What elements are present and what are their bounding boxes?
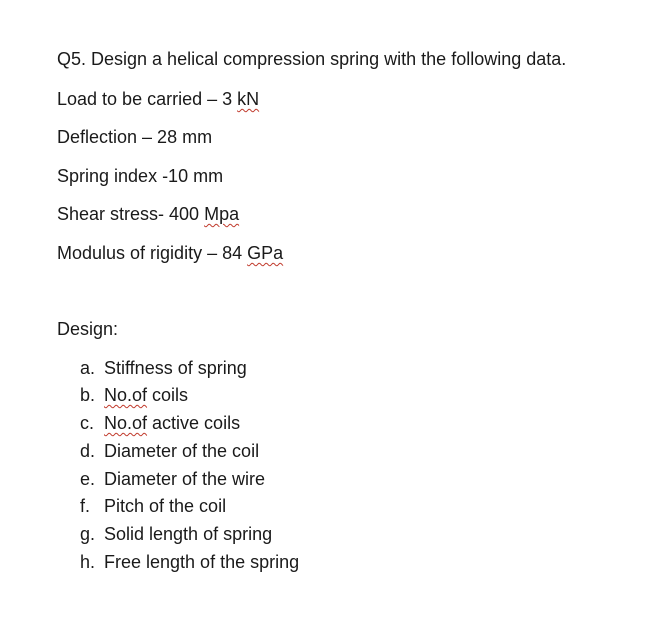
design-list-item xyxy=(80,412,240,434)
list-item-text: coils xyxy=(147,385,189,405)
list-marker: h. xyxy=(80,552,96,572)
data-line-text: Deflection – 28 mm xyxy=(57,127,213,147)
list-item-text: active coils xyxy=(147,413,241,433)
list-marker: f. xyxy=(80,496,91,516)
design-list-item xyxy=(80,440,259,462)
design-list-item xyxy=(80,357,247,379)
data-line-shear-stress xyxy=(57,203,239,225)
design-list-item xyxy=(80,523,272,545)
data-line-text: Modulus of rigidity – 84 xyxy=(57,243,248,263)
design-list-item xyxy=(80,551,299,573)
spellcheck-flagged-word[interactable]: No.of xyxy=(104,385,148,405)
question-title: Q5. Design a helical compression spring with the following data. xyxy=(57,49,567,69)
data-line-text: Spring index -10 mm xyxy=(57,166,224,186)
design-list-item xyxy=(80,384,188,406)
list-marker: c. xyxy=(80,413,95,433)
spellcheck-flagged-word[interactable]: Mpa xyxy=(204,204,240,224)
list-marker: d. xyxy=(80,441,96,461)
data-line-modulus xyxy=(57,242,283,264)
design-heading: Design: xyxy=(57,319,119,339)
list-item-text: Pitch of the coil xyxy=(104,496,227,516)
list-marker: g. xyxy=(80,524,96,544)
design-list-item xyxy=(80,468,265,490)
list-item-text: Stiffness of spring xyxy=(104,358,247,378)
spellcheck-flagged-word[interactable]: kN xyxy=(237,89,260,109)
list-marker: e. xyxy=(80,469,96,489)
data-line-text: Shear stress- 400 xyxy=(57,204,205,224)
list-item-text: Diameter of the wire xyxy=(104,469,266,489)
list-marker: a. xyxy=(80,358,96,378)
data-line-text: Load to be carried – 3 xyxy=(57,89,238,109)
data-line-deflection xyxy=(57,126,212,148)
list-item-text: Diameter of the coil xyxy=(104,441,260,461)
list-item-text: Free length of the spring xyxy=(104,552,300,572)
list-marker: b. xyxy=(80,385,96,405)
spellcheck-flagged-word[interactable]: GPa xyxy=(247,243,284,263)
data-line-spring-index xyxy=(57,165,223,187)
design-list-item xyxy=(80,495,226,517)
data-line-load xyxy=(57,88,259,110)
list-item-text: Solid length of spring xyxy=(104,524,273,544)
spellcheck-flagged-word[interactable]: No.of xyxy=(104,413,148,433)
